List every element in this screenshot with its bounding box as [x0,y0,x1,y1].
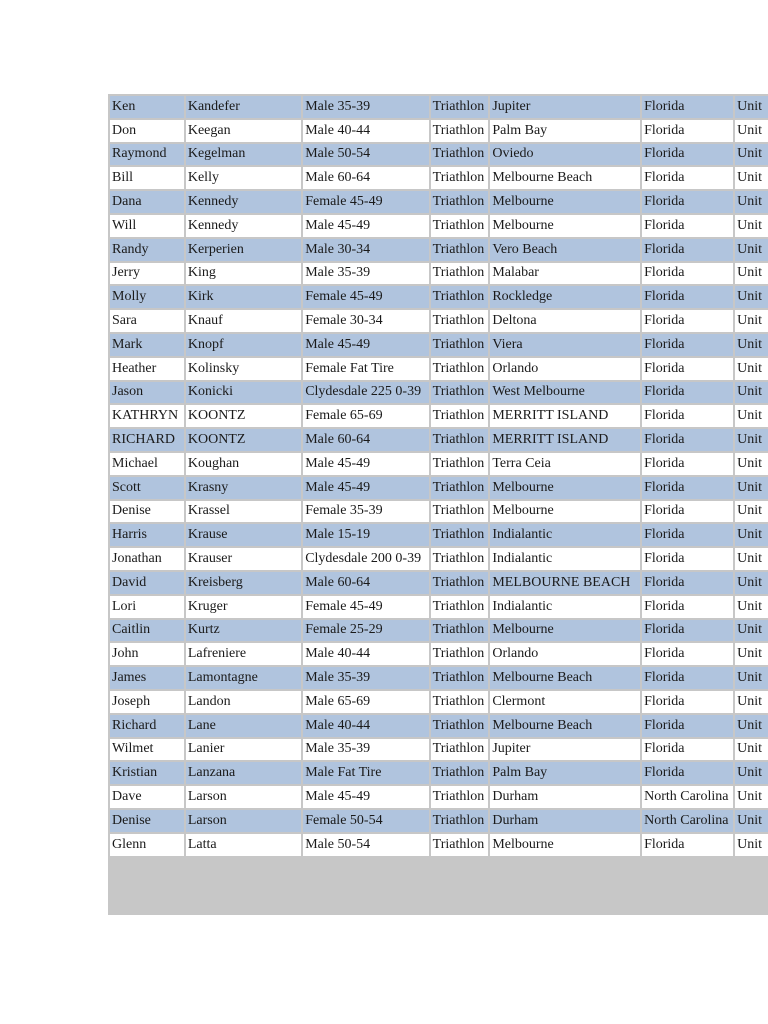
event-cell: Triathlon [431,120,489,142]
country-cell: Unit [735,810,768,832]
last-name-cell: Krassel [186,501,301,523]
table-row [110,739,768,761]
city-cell: Durham [490,810,640,832]
division-cell: Male 50-54 [303,834,428,856]
state-cell: Florida [642,596,733,618]
state-cell: Florida [642,501,733,523]
state-cell: Florida [642,167,733,189]
last-name-cell: Lafreniere [186,643,301,665]
table-row [110,477,768,499]
state-cell: Florida [642,358,733,380]
division-cell: Male 45-49 [303,786,428,808]
last-name-cell: Lamontagne [186,667,301,689]
last-name-cell: Krasny [186,477,301,499]
first-name-cell: Ken [110,96,184,118]
city-cell: Viera [490,334,640,356]
city-cell: Melbourne [490,620,640,642]
table-row [110,429,768,451]
country-cell: Unit [735,358,768,380]
last-name-cell: KOONTZ [186,405,301,427]
event-cell: Triathlon [431,643,489,665]
country-cell: Unit [735,667,768,689]
first-name-cell: Caitlin [110,620,184,642]
table-row [110,358,768,380]
last-name-cell: Krauser [186,548,301,570]
city-cell: Indialantic [490,524,640,546]
state-cell: Florida [642,643,733,665]
city-cell: Oviedo [490,144,640,166]
last-name-cell: Larson [186,786,301,808]
country-cell: Unit [735,691,768,713]
last-name-cell: Lanier [186,739,301,761]
country-cell: Unit [735,572,768,594]
city-cell: Melbourne [490,501,640,523]
country-cell: Unit [735,548,768,570]
city-cell: Rockledge [490,286,640,308]
participant-table [108,94,768,915]
city-cell: Orlando [490,643,640,665]
state-cell: Florida [642,834,733,856]
division-cell: Female 45-49 [303,191,428,213]
city-cell: Melbourne [490,834,640,856]
table-row [110,691,768,713]
first-name-cell: Wilmet [110,739,184,761]
division-cell: Male 40-44 [303,643,428,665]
first-name-cell: Scott [110,477,184,499]
country-cell: Unit [735,524,768,546]
country-cell: Unit [735,120,768,142]
last-name-cell: Knauf [186,310,301,332]
division-cell: Male 50-54 [303,144,428,166]
state-cell: Florida [642,739,733,761]
city-cell: Orlando [490,358,640,380]
table-row [110,596,768,618]
city-cell: Indialantic [490,548,640,570]
division-cell: Male 45-49 [303,477,428,499]
event-cell: Triathlon [431,786,489,808]
state-cell: Florida [642,691,733,713]
city-cell: MELBOURNE BEACH [490,572,640,594]
first-name-cell: Jerry [110,263,184,285]
table-row [110,239,768,261]
table-row [110,120,768,142]
first-name-cell: Randy [110,239,184,261]
table-row [110,572,768,594]
city-cell: Melbourne [490,477,640,499]
state-cell: Florida [642,263,733,285]
city-cell: Terra Ceia [490,453,640,475]
state-cell: Florida [642,572,733,594]
event-cell: Triathlon [431,144,489,166]
division-cell: Male 40-44 [303,120,428,142]
country-cell: Unit [735,263,768,285]
event-cell: Triathlon [431,477,489,499]
country-cell: Unit [735,144,768,166]
table-row [110,786,768,808]
first-name-cell: Don [110,120,184,142]
country-cell: Unit [735,334,768,356]
state-cell: Florida [642,620,733,642]
table-row [110,620,768,642]
last-name-cell: Knopf [186,334,301,356]
table-row [110,334,768,356]
event-cell: Triathlon [431,691,489,713]
division-cell: Male 60-64 [303,167,428,189]
last-name-cell: Krause [186,524,301,546]
first-name-cell: Glenn [110,834,184,856]
last-name-cell: Kandefer [186,96,301,118]
country-cell: Unit [735,786,768,808]
division-cell: Male 35-39 [303,96,428,118]
table-row [110,667,768,689]
first-name-cell: Harris [110,524,184,546]
first-name-cell: Denise [110,810,184,832]
division-cell: Female 50-54 [303,810,428,832]
event-cell: Triathlon [431,334,489,356]
table-row [110,286,768,308]
event-cell: Triathlon [431,739,489,761]
state-cell: Florida [642,762,733,784]
state-cell: Florida [642,405,733,427]
last-name-cell: Kennedy [186,191,301,213]
last-name-cell: Kolinsky [186,358,301,380]
state-cell: Florida [642,548,733,570]
city-cell: Jupiter [490,96,640,118]
first-name-cell: Molly [110,286,184,308]
city-cell: Clermont [490,691,640,713]
event-cell: Triathlon [431,834,489,856]
event-cell: Triathlon [431,572,489,594]
country-cell: Unit [735,762,768,784]
division-cell: Male 60-64 [303,572,428,594]
country-cell: Unit [735,239,768,261]
country-cell: Unit [735,620,768,642]
last-name-cell: Kelly [186,167,301,189]
participant-table-grid [108,94,768,858]
state-cell: North Carolina [642,810,733,832]
last-name-cell: Kruger [186,596,301,618]
city-cell: Durham [490,786,640,808]
first-name-cell: Kristian [110,762,184,784]
event-cell: Triathlon [431,596,489,618]
last-name-cell: Landon [186,691,301,713]
city-cell: Jupiter [490,739,640,761]
last-name-cell: Kurtz [186,620,301,642]
division-cell: Female 45-49 [303,286,428,308]
first-name-cell: RICHARD [110,429,184,451]
state-cell: Florida [642,334,733,356]
table-row [110,810,768,832]
event-cell: Triathlon [431,263,489,285]
city-cell: MERRITT ISLAND [490,405,640,427]
table-row [110,643,768,665]
table-row [110,548,768,570]
table-row [110,215,768,237]
city-cell: Deltona [490,310,640,332]
table-row [110,501,768,523]
state-cell: Florida [642,524,733,546]
event-cell: Triathlon [431,620,489,642]
city-cell: West Melbourne [490,382,640,404]
division-cell: Male 45-49 [303,334,428,356]
division-cell: Male 60-64 [303,429,428,451]
last-name-cell: Larson [186,810,301,832]
state-cell: Florida [642,310,733,332]
event-cell: Triathlon [431,548,489,570]
table-row [110,524,768,546]
first-name-cell: James [110,667,184,689]
country-cell: Unit [735,429,768,451]
division-cell: Female 25-29 [303,620,428,642]
first-name-cell: Denise [110,501,184,523]
country-cell: Unit [735,596,768,618]
event-cell: Triathlon [431,286,489,308]
city-cell: Indialantic [490,596,640,618]
state-cell: Florida [642,239,733,261]
first-name-cell: John [110,643,184,665]
first-name-cell: Bill [110,167,184,189]
first-name-cell: Jason [110,382,184,404]
table-row [110,715,768,737]
last-name-cell: Kirk [186,286,301,308]
last-name-cell: King [186,263,301,285]
first-name-cell: Heather [110,358,184,380]
event-cell: Triathlon [431,358,489,380]
event-cell: Triathlon [431,239,489,261]
state-cell: Florida [642,429,733,451]
event-cell: Triathlon [431,429,489,451]
state-cell: North Carolina [642,786,733,808]
country-cell: Unit [735,501,768,523]
state-cell: Florida [642,215,733,237]
country-cell: Unit [735,310,768,332]
first-name-cell: Joseph [110,691,184,713]
state-cell: Florida [642,144,733,166]
division-cell: Clydesdale 225 0-39 [303,382,428,404]
last-name-cell: Kennedy [186,215,301,237]
last-name-cell: Lanzana [186,762,301,784]
first-name-cell: Raymond [110,144,184,166]
city-cell: Palm Bay [490,120,640,142]
division-cell: Male 30-34 [303,239,428,261]
table-row [110,310,768,332]
event-cell: Triathlon [431,191,489,213]
event-cell: Triathlon [431,810,489,832]
event-cell: Triathlon [431,405,489,427]
state-cell: Florida [642,120,733,142]
event-cell: Triathlon [431,382,489,404]
country-cell: Unit [735,215,768,237]
division-cell: Male 35-39 [303,739,428,761]
first-name-cell: Michael [110,453,184,475]
division-cell: Male 15-19 [303,524,428,546]
country-cell: Unit [735,834,768,856]
first-name-cell: Will [110,215,184,237]
last-name-cell: Latta [186,834,301,856]
state-cell: Florida [642,382,733,404]
event-cell: Triathlon [431,524,489,546]
last-name-cell: Koughan [186,453,301,475]
event-cell: Triathlon [431,453,489,475]
table-row [110,762,768,784]
state-cell: Florida [642,477,733,499]
state-cell: Florida [642,286,733,308]
division-cell: Female 35-39 [303,501,428,523]
last-name-cell: Kerperien [186,239,301,261]
country-cell: Unit [735,715,768,737]
division-cell: Male 40-44 [303,715,428,737]
division-cell: Female 65-69 [303,405,428,427]
event-cell: Triathlon [431,215,489,237]
state-cell: Florida [642,453,733,475]
last-name-cell: KOONTZ [186,429,301,451]
city-cell: Melbourne Beach [490,167,640,189]
division-cell: Female 30-34 [303,310,428,332]
last-name-cell: Keegan [186,120,301,142]
first-name-cell: Jonathan [110,548,184,570]
country-cell: Unit [735,739,768,761]
division-cell: Male Fat Tire [303,762,428,784]
country-cell: Unit [735,286,768,308]
table-row [110,96,768,118]
country-cell: Unit [735,453,768,475]
first-name-cell: KATHRYN [110,405,184,427]
table-row [110,453,768,475]
division-cell: Female 45-49 [303,596,428,618]
country-cell: Unit [735,96,768,118]
country-cell: Unit [735,382,768,404]
state-cell: Florida [642,715,733,737]
first-name-cell: Dana [110,191,184,213]
table-row [110,834,768,856]
first-name-cell: Richard [110,715,184,737]
country-cell: Unit [735,477,768,499]
table-row [110,191,768,213]
last-name-cell: Konicki [186,382,301,404]
first-name-cell: Sara [110,310,184,332]
city-cell: Malabar [490,263,640,285]
first-name-cell: Mark [110,334,184,356]
state-cell: Florida [642,96,733,118]
division-cell: Female Fat Tire [303,358,428,380]
table-row [110,405,768,427]
city-cell: Melbourne [490,191,640,213]
table-row [110,263,768,285]
first-name-cell: Dave [110,786,184,808]
division-cell: Male 45-49 [303,453,428,475]
event-cell: Triathlon [431,310,489,332]
first-name-cell: David [110,572,184,594]
city-cell: MERRITT ISLAND [490,429,640,451]
last-name-cell: Kegelman [186,144,301,166]
country-cell: Unit [735,405,768,427]
state-cell: Florida [642,667,733,689]
table-row [110,167,768,189]
table-row [110,144,768,166]
event-cell: Triathlon [431,167,489,189]
city-cell: Melbourne Beach [490,715,640,737]
first-name-cell: Lori [110,596,184,618]
country-cell: Unit [735,167,768,189]
division-cell: Male 35-39 [303,263,428,285]
city-cell: Melbourne Beach [490,667,640,689]
table-row [110,382,768,404]
event-cell: Triathlon [431,96,489,118]
division-cell: Male 45-49 [303,215,428,237]
event-cell: Triathlon [431,762,489,784]
country-cell: Unit [735,643,768,665]
division-cell: Male 35-39 [303,667,428,689]
division-cell: Male 65-69 [303,691,428,713]
city-cell: Melbourne [490,215,640,237]
city-cell: Vero Beach [490,239,640,261]
city-cell: Palm Bay [490,762,640,784]
participant-table-body [110,96,768,856]
last-name-cell: Kreisberg [186,572,301,594]
country-cell: Unit [735,191,768,213]
state-cell: Florida [642,191,733,213]
last-name-cell: Lane [186,715,301,737]
event-cell: Triathlon [431,667,489,689]
division-cell: Clydesdale 200 0-39 [303,548,428,570]
event-cell: Triathlon [431,715,489,737]
event-cell: Triathlon [431,501,489,523]
